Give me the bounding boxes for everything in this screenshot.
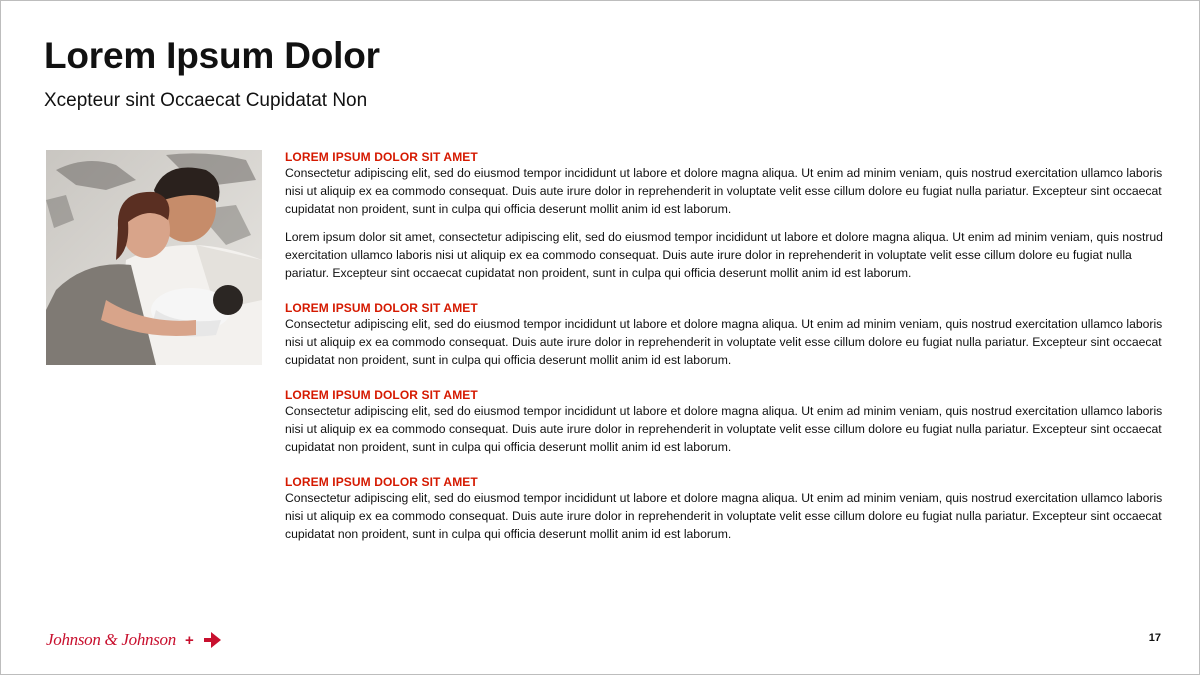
section-paragraph: Consectetur adipiscing elit, sed do eiusmod tempor incididunt ut labore et dolore magna aliqua. Ut enim ad minim veniam, quis nostrud exercitation ullamco laboris nisi ut aliquip ex ea commodo consequat. Duis aute irure dolor in reprehenderit in voluptate velit esse cillum dolore eu fugiat nulla pariatur. Excepteur sint occaecat cupidatat non proident, sunt in culpa qui officia deserunt mollit anim id est laborum. [285, 491, 1163, 541]
section-paragraph: Consectetur adipiscing elit, sed do eiusmod tempor incididunt ut labore et dolore magna aliqua. Ut enim ad minim veniam, quis nostrud exercitation ullamco laboris nisi ut aliquip ex ea commodo consequat. Duis aute irure dolor in reprehenderit in voluptate velit esse cillum dolore eu fugiat nulla pariatur. Excepteur sint occaecat cupidatat non proident, sunt in culpa qui officia deserunt mollit anim id est laborum. [285, 404, 1163, 454]
section-heading: LOREM IPSUM DOLOR SIT AMET [285, 388, 478, 402]
section [285, 301, 1165, 369]
brand-logo [46, 628, 222, 652]
section [285, 475, 1165, 543]
section-heading: LOREM IPSUM DOLOR SIT AMET [285, 475, 478, 489]
section [285, 150, 1165, 282]
brand-wordmark: Johnson & Johnson [46, 630, 176, 649]
plus-sign: + [184, 631, 194, 649]
section [285, 388, 1165, 456]
family-photo [46, 150, 262, 365]
section-paragraph: Consectetur adipiscing elit, sed do eiusmod tempor incididunt ut labore et dolore magna aliqua. Ut enim ad minim veniam, quis nostrud exercitation ullamco laboris nisi ut aliquip ex ea commodo consequat. Duis aute irure dolor in reprehenderit in voluptate velit esse cillum dolore eu fugiat nulla pariatur. Excepteur sint occaecat cupidatat non proident, sunt in culpa qui officia deserunt mollit anim id est laborum. [285, 166, 1163, 216]
page-number: 17 [1148, 632, 1161, 644]
section-paragraph: Consectetur adipiscing elit, sed do eiusmod tempor incididunt ut labore et dolore magna aliqua. Ut enim ad minim veniam, quis nostrud exercitation ullamco laboris nisi ut aliquip ex ea commodo consequat. Duis aute irure dolor in reprehenderit in voluptate velit esse cillum dolore eu fugiat nulla pariatur. Excepteur sint occaecat cupidatat non proident, sunt in culpa qui officia deserunt mollit anim id est laborum. [285, 317, 1163, 367]
page-subtitle: Xcepteur sint Occaecat Cupidatat Non [44, 90, 368, 111]
photo-family-with-baby-icon [46, 150, 262, 365]
section-heading: LOREM IPSUM DOLOR SIT AMET [285, 150, 478, 164]
page-title: Lorem Ipsum Dolor [44, 35, 380, 76]
section-heading: LOREM IPSUM DOLOR SIT AMET [285, 301, 478, 315]
section-paragraph: Lorem ipsum dolor sit amet, consectetur adipiscing elit, sed do eiusmod tempor incididunt ut labore et dolore magna aliqua. Ut enim ad minim veniam, quis nostrud exercitation ullamco laboris nisi ut aliquip ex ea commodo consequat. Duis aute irure dolor in reprehenderit in voluptate velit esse cillum dolore eu fugiat nulla pariatur. Excepteur sint occaecat cupidatat non proident, sunt in culpa qui officia deserunt mollit anim id est laborum. [285, 230, 1163, 280]
red-arrow-icon [202, 631, 222, 649]
content-sections [285, 150, 1165, 562]
